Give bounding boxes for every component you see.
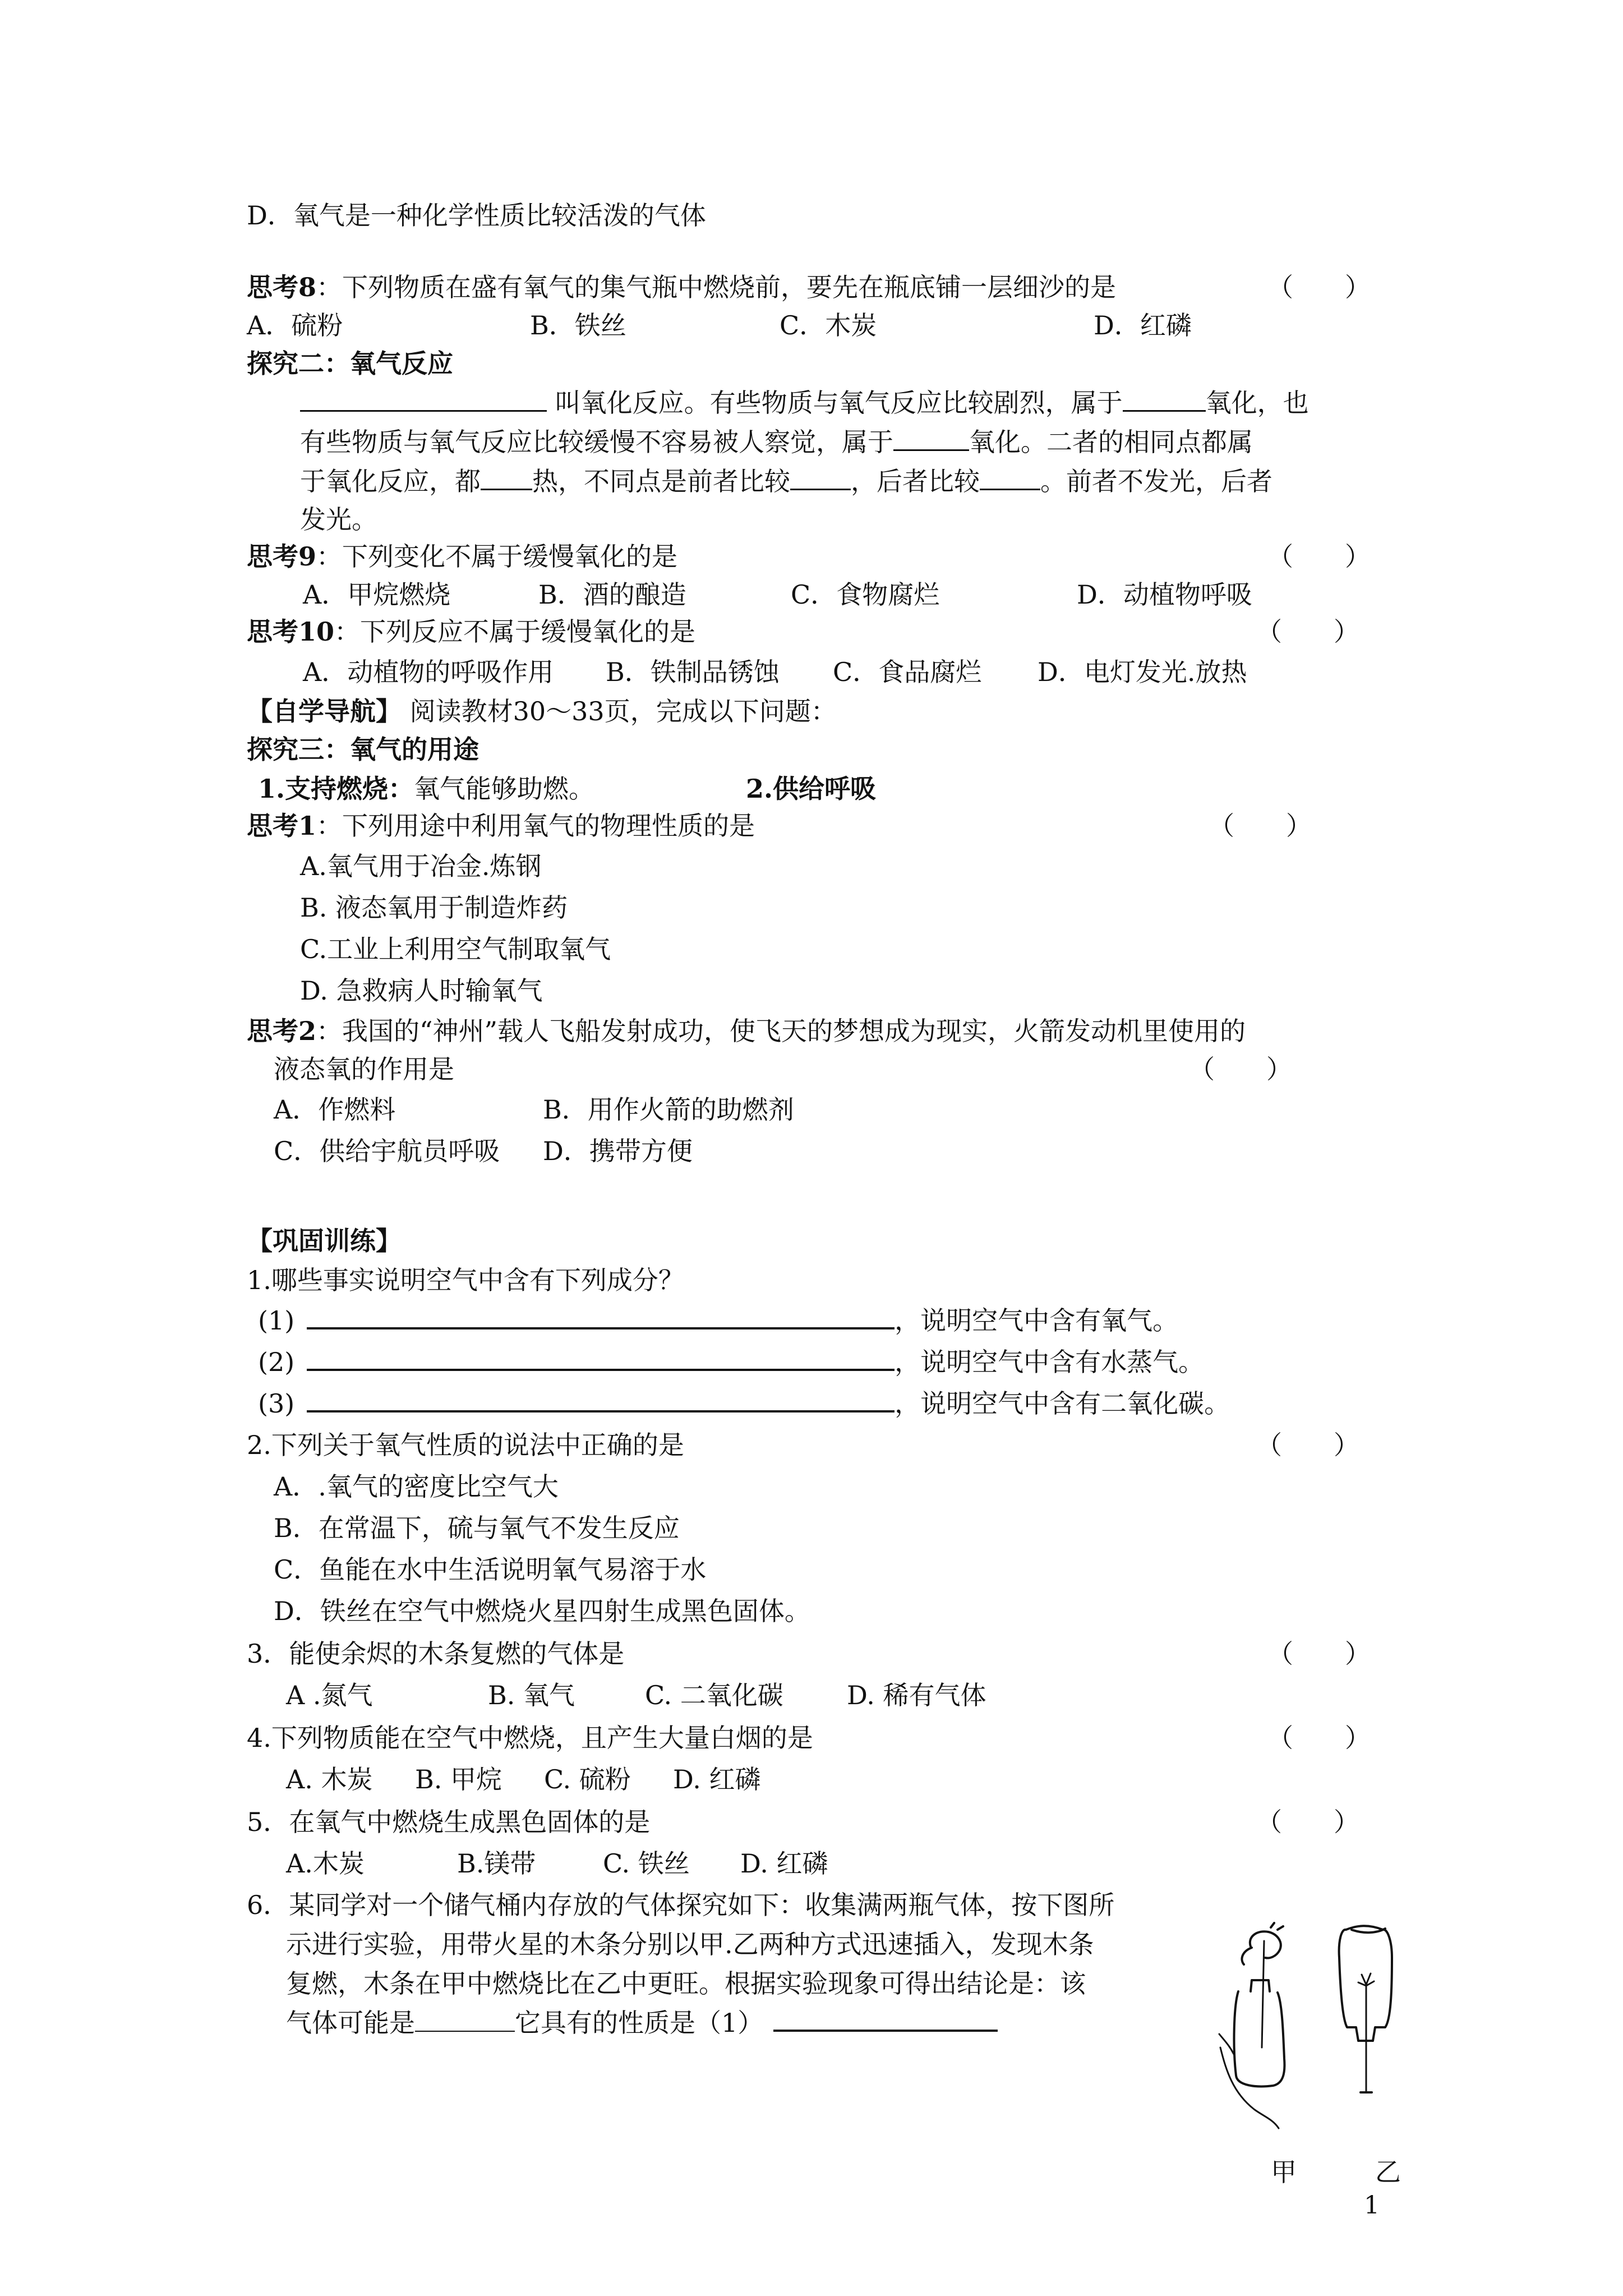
option-d: D．动植物呼吸 — [1077, 579, 1252, 610]
fill-line-3: 于氧化反应，都 热，不同点是前者比较 ，后者比较 。前者不发光，后者 — [300, 463, 1272, 499]
option-d: D. 红磷 — [740, 1848, 828, 1879]
option-b: B．用作火箭的助燃剂 — [543, 1094, 794, 1125]
option-b: B. 液态氧用于制造炸药 — [300, 892, 568, 923]
answer-paren: （ ） — [1256, 1430, 1359, 1460]
question-text: ：下列用途中利用氧气的物理性质的是 — [316, 811, 755, 841]
practice-q3-stem: 3．能使余烬的木条复燃的气体是 — [247, 1639, 625, 1669]
answer-blank[interactable] — [893, 425, 969, 451]
question-text: ：下列物质在盛有氧气的集气瓶中燃烧前，要先在瓶底铺一层细沙的是 — [316, 272, 1117, 302]
practice-q1-item-2: (2) ，说明空气中含有水蒸气。 — [258, 1344, 1204, 1380]
option-a: A.氧气用于冶金.炼钢 — [300, 851, 542, 881]
option-a: A．动植物的呼吸作用 — [303, 657, 554, 687]
question-1 — [247, 808, 755, 844]
fill-line-4: 发光。 — [300, 504, 377, 535]
practice-q2-stem: 2.下列关于氧气性质的说法中正确的是 — [247, 1430, 684, 1460]
use-item-1: 1.支持燃烧：氧气能够助燃。 — [258, 774, 595, 804]
experiment-figure — [1217, 1907, 1419, 2143]
fill-line-1: 叫氧化反应。有些物质与氧气反应比较剧烈，属于 氧化，也 — [300, 385, 1309, 421]
option-c: C. 二氧化碳 — [645, 1680, 783, 1710]
self-study-nav: 【自学导航】 阅读教材30～33页，完成以下问题： — [247, 696, 837, 726]
figure-label-yi: 乙 — [1375, 2157, 1401, 2187]
use-item-2: 2.供给呼吸 — [746, 774, 877, 804]
question-label: 思考10 — [247, 616, 335, 647]
practice-q1-stem: 1.哪些事实说明空气中含有下列成分？ — [247, 1265, 684, 1295]
answer-blank[interactable] — [790, 464, 851, 490]
question-text: ：我国的“神州”载人飞船发射成功，使飞天的梦想成为现实，火箭发动机里使用的 — [316, 1016, 1246, 1046]
answer-paren: （ ） — [1256, 616, 1359, 647]
practice-q6-line-2: 示进行实验，用带火星的木条分别以甲.乙两种方式迅速插入，发现木条 — [286, 1929, 1094, 1959]
bottle-jia-icon — [1219, 1923, 1284, 2128]
option-b: B．铁丝 — [530, 310, 626, 341]
option-c: C. 硫粉 — [544, 1764, 631, 1795]
section-title-explore2: 探究二：氧气反应 — [247, 348, 453, 379]
option-d: D．电灯发光.放热 — [1038, 657, 1247, 687]
option-a: A .氮气 — [286, 1680, 373, 1710]
question-text: ：下列反应不属于缓慢氧化的是 — [334, 616, 696, 647]
option-d-text: D．氧气是一种化学性质比较活泼的气体 — [247, 200, 706, 231]
answer-blank[interactable] — [307, 1386, 895, 1412]
answer-blank[interactable] — [307, 1303, 895, 1329]
option-b: B. 甲烷 — [415, 1764, 502, 1795]
question-2 — [247, 1013, 1246, 1049]
answer-blank[interactable] — [980, 464, 1040, 490]
practice-q1-item-3: (3) ，说明空气中含有二氧化碳。 — [258, 1386, 1230, 1421]
answer-blank[interactable] — [415, 2006, 515, 2032]
practice-q5-stem: 5．在氧气中燃烧生成黑色固体的是 — [247, 1807, 651, 1837]
figure-label-jia: 甲 — [1271, 2157, 1297, 2187]
option-d: D．铁丝在空气中燃烧火星四射生成黑色固体。 — [274, 1596, 810, 1626]
answer-blank[interactable] — [773, 2005, 998, 2032]
option-c: C．供给宇航员呼吸 — [274, 1136, 500, 1166]
section-title-explore3: 探究三：氧气的用途 — [247, 734, 479, 765]
question-text: ：下列变化不属于缓慢氧化的是 — [316, 541, 678, 572]
option-c: C. 铁丝 — [603, 1848, 690, 1879]
option-d: D．携带方便 — [543, 1136, 693, 1166]
answer-paren: （ ） — [1256, 1807, 1359, 1837]
practice-title: 【巩固训练】 — [247, 1226, 402, 1256]
answer-paren: （ ） — [1267, 541, 1371, 572]
option-b: B. 氧气 — [488, 1680, 575, 1710]
question-10 — [247, 614, 695, 650]
answer-paren: （ ） — [1209, 811, 1312, 841]
option-d: D. 稀有气体 — [847, 1680, 986, 1710]
answer-blank[interactable] — [1123, 385, 1206, 412]
option-d: D. 急救病人时输氧气 — [300, 976, 543, 1006]
option-b: B．铁制品锈蚀 — [606, 657, 780, 687]
bottle-yi-icon — [1339, 1926, 1392, 2092]
practice-q6-line-4: 气体可能是 它具有的性质是（1） — [286, 2005, 998, 2041]
option-b: B.镁带 — [457, 1848, 536, 1879]
option-c: C.工业上利用空气制取氧气 — [300, 934, 611, 964]
option-c: C．木炭 — [780, 310, 877, 341]
practice-q1-item-1: (1) ，说明空气中含有氧气。 — [258, 1303, 1178, 1338]
option-d: D．红磷 — [1094, 310, 1192, 341]
question-2-cont: 液态氧的作用是 — [274, 1054, 454, 1084]
page-number: 1 — [1364, 2191, 1380, 2220]
practice-q4-stem: 4.下列物质能在空气中燃烧，且产生大量白烟的是 — [247, 1723, 813, 1753]
option-a: A.木炭 — [286, 1848, 365, 1879]
option-b: B．在常温下，硫与氧气不发生反应 — [274, 1513, 680, 1543]
question-8 — [247, 269, 1116, 305]
answer-paren: （ ） — [1267, 1639, 1371, 1669]
question-label: 思考1 — [247, 811, 317, 841]
option-c: C．鱼能在水中生活说明氧气易溶于水 — [274, 1554, 707, 1585]
option-a: A．.氧气的密度比空气大 — [274, 1471, 559, 1502]
option-a: A．作燃料 — [274, 1094, 396, 1125]
practice-q6-line-1: 6．某同学对一个储气桶内存放的气体探究如下：收集满两瓶气体，按下图所 — [247, 1890, 1115, 1920]
answer-blank[interactable] — [307, 1344, 895, 1371]
option-c: C．食品腐烂 — [833, 657, 982, 687]
answer-paren: （ ） — [1267, 272, 1371, 302]
question-label: 思考8 — [247, 272, 317, 302]
answer-blank[interactable] — [481, 464, 532, 490]
answer-paren: （ ） — [1267, 1723, 1371, 1753]
question-9 — [247, 539, 677, 574]
option-a: A．甲烷燃烧 — [303, 579, 451, 610]
practice-q6-line-3: 复燃，木条在甲中燃烧比在乙中更旺。根据实验现象可得出结论是：该 — [286, 1968, 1086, 1999]
option-a: A. 木炭 — [286, 1764, 373, 1795]
option-a: A．硫粉 — [247, 310, 343, 341]
option-d: D. 红磷 — [673, 1764, 761, 1795]
question-label: 思考2 — [247, 1016, 317, 1046]
answer-paren: （ ） — [1189, 1054, 1292, 1084]
option-b: B．酒的酿造 — [538, 579, 686, 610]
option-c: C．食物腐烂 — [791, 579, 940, 610]
question-label: 思考9 — [247, 541, 317, 572]
fill-line-2: 有些物质与氧气反应比较缓慢不容易被人察觉，属于 氧化。二者的相同点都属 — [300, 424, 1253, 460]
answer-blank[interactable] — [300, 385, 547, 412]
